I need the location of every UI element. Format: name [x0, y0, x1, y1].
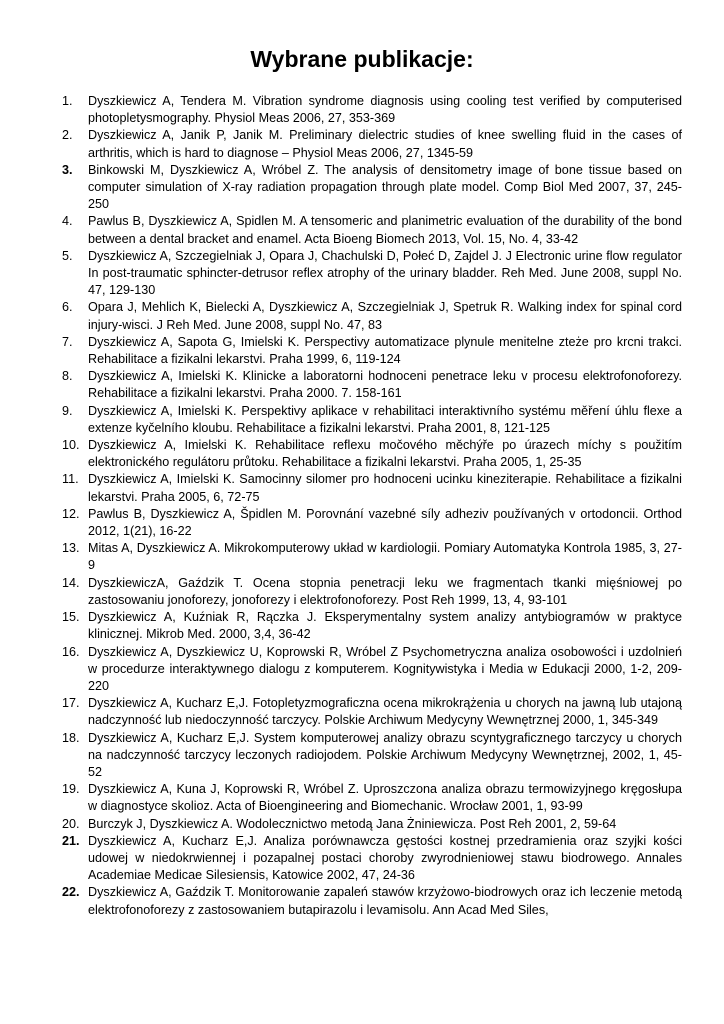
publication-number: 3.	[62, 162, 73, 177]
publication-item	[62, 833, 682, 885]
publication-number: 6.	[62, 300, 73, 315]
publication-citation: Pawlus B, Dyszkiewicz A, Spidlen M. A tensomeric and planimetric evaluation of the durability of the bond between a dental bracket and enamel. Acta Bioeng Biomech 2013, Vol. 15, No. 4, 33-42	[88, 214, 682, 246]
publication-number: 18.	[62, 730, 80, 745]
publication-number: 12.	[62, 506, 80, 521]
publication-citation: DyszkiewiczA, Gaździk T. Ocena stopnia penetracji leku we fragmentach tkanki mięśniowej po zastosowaniu jonoforezy, jonoforezy i elektrofonoforezy. Post Reh 1999, 13, 4, 93-101	[88, 575, 682, 607]
publication-citation: Dyszkiewicz A, Dyszkiewicz U, Koprowski R, Wróbel Z Psychometryczna analiza osobowości i uzdolnień w procedurze interaktywnego dialogu z komputerem. Kognitywistyka i Media w Edukacji 2000, 1-2, 209-220	[88, 644, 682, 693]
publication-number: 9.	[62, 403, 73, 418]
publication-item	[62, 884, 682, 918]
publication-item	[62, 609, 682, 643]
publication-number: 17.	[62, 696, 80, 711]
publication-citation: Dyszkiewicz A, Kucharz E,J. Analiza porównawcza gęstości kostnej przedramienia oraz szyjki kości udowej w niedokrwiennej i pozapalnej postaci choroby zwyrodnieniowej stawu biodrowego. Annales Academiae Medicae Silesiensis, Katowice 2002, 47, 24-36	[88, 833, 682, 883]
publication-item	[62, 334, 682, 368]
page-title: Wybrane publikacje:	[250, 46, 474, 72]
publication-item	[62, 730, 682, 782]
publication-number: 16.	[62, 644, 80, 659]
publication-number: 13.	[62, 541, 80, 556]
publication-citation: Pawlus B, Dyszkiewicz A, Špidlen M. Porovnání vazebné síly adheziv používaných v ortodoncii. Orthod 2012, 1(21), 16-22	[88, 506, 682, 539]
publication-citation: Dyszkiewicz A, Imielski K. Klinicke a laboratorni hodnoceni penetrace leku v procesu elektrofonoforezy. Rehabilitace a fizikalni lekarstvi. Praha 2000. 7. 158-161	[88, 369, 682, 401]
publication-citation: Binkowski M, Dyszkiewicz A, Wróbel Z. The analysis of densitometry image of bone tissue based on computer simulation of X-ray radiation propagation through plate model. Comp Biol Med 2007, 37, 245-250	[88, 162, 682, 212]
publication-number: 10.	[62, 438, 80, 453]
publication-item	[62, 506, 682, 540]
publication-number: 11.	[62, 472, 79, 487]
publication-number: 21.	[62, 833, 80, 848]
publication-item	[62, 368, 682, 402]
publication-number: 19.	[62, 782, 80, 797]
publication-number: 4.	[62, 214, 73, 229]
publication-item	[62, 299, 682, 333]
publication-number: 15.	[62, 610, 80, 625]
publication-citation: Dyszkiewicz A, Gaździk T. Monitorowanie zapaleń stawów krzyżowo-biodrowych oraz ich leczenie metodą elektrofonoforezy z zastosowaniem butapirazolu i levamisolu. Ann Acad Med Siles,	[88, 885, 682, 917]
publication-citation: Dyszkiewicz A, Kucharz E,J. Fotopletyzmograficzna ocena mikrokrążenia u chorych na jawną lub utajoną nadczynność lub niedoczynność tarczycy. Polskie Archiwum Medycyny Wewnętrznej 2000, 1, 345-349	[88, 696, 682, 728]
publication-citation: Mitas A, Dyszkiewicz A. Mikrokomputerowy układ w kardiologii. Pomiary Automatyka Kontrola 1985, 3, 27-9	[88, 541, 682, 573]
publication-item	[62, 471, 682, 505]
publication-item	[62, 93, 682, 127]
publication-item	[62, 248, 682, 300]
publication-number: 22.	[62, 885, 80, 900]
publication-list	[62, 93, 682, 919]
publication-citation: Dyszkiewicz A, Szczegielniak J, Opara J, Chachulski D, Połeć D, Zajdel J. J Electronic urine flow regulator In post-traumatic sphincter-detrusor reflex atrophy of the urinary bladder. Reh Med. June 2008, suppl No. 47, 129-130	[88, 248, 682, 298]
publication-citation: Dyszkiewicz A, Tendera M. Vibration syndrome diagnosis using cooling test verified by computerised photopletysmography. Physiol Meas 2006, 27, 353-369	[88, 94, 682, 126]
publication-number: 2.	[62, 128, 73, 143]
publication-item	[62, 540, 682, 574]
publication-citation: Dyszkiewicz A, Imielski K. Perspektivy aplikace v rehabilitaci interaktivního systému měření úhlu flexe a extenze kyčelního kloubu. Rehabilitace a fizikalni lekarstvi. Praha 2001, 8, 121-125	[88, 403, 682, 435]
publication-citation: Dyszkiewicz A, Kucharz E,J. System komputerowej analizy obrazu scyntygraficznego tarczycy u chorych na nadczynność tarczycy leczonych radiojodem. Polskie Archiwum Medycyny Wewnętrznej, 2002, 1, 45-52	[88, 730, 682, 779]
publication-citation: Dyszkiewicz A, Imielski K. Samocinny silomer pro hodnoceni ucinku kineziterapie. Rehabilitace a fizikalni lekarstvi. Praha 2005, 6, 72-75	[88, 472, 682, 504]
publication-number: 1.	[62, 94, 73, 108]
publication-item	[62, 816, 682, 833]
publication-item	[62, 437, 682, 471]
publication-number: 8.	[62, 369, 73, 384]
publication-number: 20.	[62, 816, 80, 831]
publication-number: 5.	[62, 248, 73, 263]
publication-citation: Opara J, Mehlich K, Bielecki A, Dyszkiewicz A, Szczegielniak J, Spetruk R. Walking index for spinal cord injury-wisci. J Reh Med. June 2008, suppl No. 47, 83	[88, 300, 682, 332]
publication-item	[62, 575, 682, 609]
publication-item	[62, 644, 682, 696]
publication-item	[62, 127, 682, 161]
publication-number: 14.	[62, 575, 80, 590]
publication-citation: Burczyk J, Dyszkiewicz A. Wodolecznictwo metodą Jana Żniniewicza. Post Reh 2001, 2, 59-64	[88, 816, 617, 831]
publication-citation: Dyszkiewicz A, Janik P, Janik M. Preliminary dielectric studies of knee swelling fluid in the cases of arthritis, which is hard to diagnose – Physiol Meas 2006, 27, 1345-59	[88, 128, 682, 160]
publication-citation: Dyszkiewicz A, Kuna J, Koprowski R, Wróbel Z. Uproszczona analiza obrazu termowizyjnego kręgosłupa w diagnostyce skolioz. Acta of Bioengineering and Biomechanic. Wrocław 2001, 1, 93-99	[88, 782, 682, 814]
publication-item	[62, 162, 682, 214]
publication-citation: Dyszkiewicz A, Imielski K. Rehabilitace reflexu močového měchýře po úrazech míchy s použitím elektronického regulátoru průtoku. Rehabilitace a fizikalni lekarstvi. Praha 2005, 1, 25-35	[88, 438, 682, 470]
publication-citation: Dyszkiewicz A, Sapota G, Imielski K. Perspectivy automatizace plynule menitelne zteże pro krcni trakci. Rehabilitace a fizikalni lekarstvi. Praha 1999, 6, 119-124	[88, 334, 682, 367]
publication-item	[62, 695, 682, 729]
publication-item	[62, 403, 682, 437]
publication-item	[62, 213, 682, 247]
publication-citation: Dyszkiewicz A, Kuźniak R, Rączka J. Eksperymentalny system analizy antybiogramów w praktyce klinicznej. Mikrob Med. 2000, 3,4, 36-42	[88, 610, 682, 642]
publication-item	[62, 781, 682, 815]
publication-number: 7.	[62, 334, 73, 349]
